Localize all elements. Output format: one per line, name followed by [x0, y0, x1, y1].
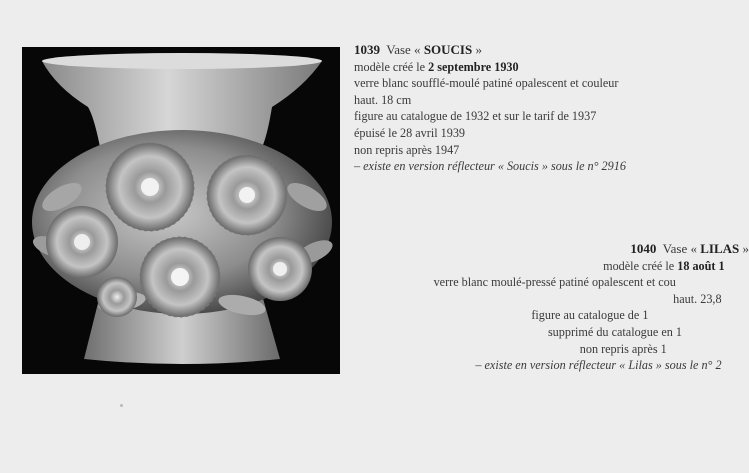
entry-height: haut. 18 cm	[354, 92, 412, 107]
not-resumed-text: non repris après 1	[579, 341, 667, 356]
entry-material: verre blanc soufflé-moulé patiné opalescent et couleur	[354, 76, 619, 91]
catalogue-entry-1040	[434, 241, 749, 374]
entry-created	[434, 258, 749, 275]
created-date: 2 septembre 1930	[428, 59, 519, 74]
removed-text: supprimé du catalogue en 1	[547, 324, 682, 339]
entry-heading	[354, 42, 626, 59]
catalogue-entry-1039	[354, 42, 626, 175]
entry-close-quote: »	[475, 42, 482, 57]
entry-number: 1039	[354, 42, 380, 57]
entry-close-quote: »	[742, 241, 749, 256]
entry-heading	[434, 241, 749, 258]
entry-variant: – existe en version réflecteur « Soucis » sous le n° 2916	[354, 159, 626, 174]
entry-number: 1040	[630, 241, 657, 256]
entry-created	[354, 59, 626, 76]
variant-text: – existe en version réflecteur « Lilas » sous le n° 2	[475, 358, 722, 373]
height-text: haut. 23,8	[673, 291, 722, 306]
catalogue-text: figure au catalogue de 1	[531, 308, 649, 323]
entry-not-resumed: non repris après 1947	[354, 142, 460, 157]
entry-name: SOUCIS	[423, 42, 473, 57]
created-prefix: modèle créé le	[603, 258, 675, 273]
created-date: 18 août 1	[677, 258, 725, 273]
entry-type-label: Vase «	[386, 42, 421, 57]
entry-name: LILAS	[700, 241, 740, 256]
entry-catalogue	[434, 307, 749, 324]
entry-height	[434, 291, 749, 308]
vase-photo	[22, 47, 340, 374]
entry-exhausted: épuisé le 28 avril 1939	[354, 125, 466, 140]
vase-soucis-illustration	[22, 47, 340, 374]
entry-catalogue: figure au catalogue de 1932 et sur le tarif de 1937	[354, 109, 597, 124]
paper-speck	[120, 404, 123, 407]
entry-removed	[434, 324, 749, 341]
entry-type-label: Vase «	[662, 241, 697, 256]
created-prefix: modèle créé le	[354, 59, 426, 74]
entry-variant	[434, 357, 749, 374]
entry-material	[434, 274, 749, 291]
entry-not-resumed	[434, 341, 749, 358]
material-text: verre blanc moulé-pressé patiné opalescent et cou	[433, 275, 676, 290]
